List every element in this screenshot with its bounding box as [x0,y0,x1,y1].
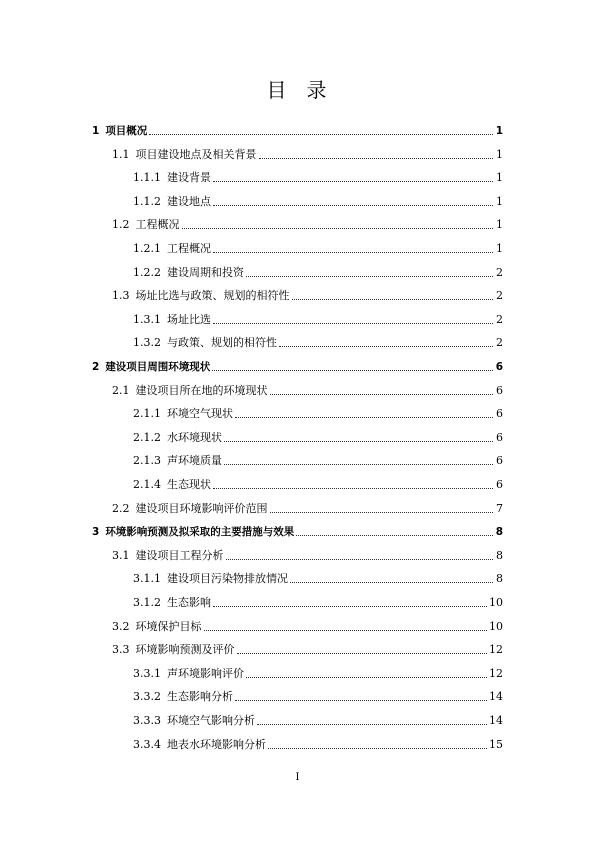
toc-entry[interactable] [133,260,503,280]
toc-entry-number: 3.3.1 [133,666,161,680]
toc-entry[interactable] [133,330,503,350]
toc-entry[interactable] [133,732,503,752]
toc-entry-page: 2 [496,312,503,326]
toc-entry-page: 12 [489,666,503,680]
toc-entry-text: 环境影响预测及评价 [135,643,235,657]
toc-dot-leader [292,299,494,300]
toc-entry-page: 8 [496,548,503,562]
toc-entry-text: 生态影响 [167,596,211,609]
toc-title-char-2: 录 [306,78,329,102]
toc-entry-number: 2.2 [112,501,130,515]
toc-entry[interactable] [112,283,503,303]
toc-entry[interactable] [133,401,503,421]
toc-entry-page: 6 [496,454,503,468]
toc-entry-page: 10 [489,619,503,633]
toc-entry-page: 6 [496,407,503,421]
toc-dot-leader [212,370,493,371]
toc-dot-leader [182,228,494,229]
toc-entry-number: 1.3.2 [133,336,161,350]
toc-dot-leader [257,724,487,725]
toc-entry-page: 6 [496,383,503,397]
toc-entry[interactable] [133,448,503,468]
toc-entry-text: 建设地点 [167,194,211,208]
toc-dot-leader [213,252,493,253]
toc-entry-number: 3.3.3 [133,714,161,727]
toc-dot-leader [270,512,494,513]
toc-entry-number: 3 [92,526,100,539]
toc-entry-number: 3.1 [112,548,130,562]
toc-entry-page: 15 [489,737,503,751]
toc-entry-text: 生态现状 [167,478,211,491]
toc-entry-text: 项目概况 [105,125,148,137]
toc-entry-number: 1.3 [112,289,130,303]
toc-entry[interactable] [112,378,503,398]
toc-entry[interactable] [92,354,503,374]
toc-entry-number: 1.2.1 [133,242,161,255]
toc-entry-number: 3.3.2 [133,690,161,704]
toc-dot-leader [246,276,493,277]
toc-entry-text: 建设项目污染物排放情况 [167,572,288,586]
toc-entry[interactable] [133,165,503,185]
toc-entry-page: 2 [496,289,503,303]
toc-entry-number: 3.1.2 [133,596,161,609]
toc-entry-text: 工程概况 [135,218,180,232]
toc-entry-number: 2.1.1 [133,407,161,421]
toc-entry-number: 1.2.2 [133,265,161,279]
toc-entry-number: 1.2 [112,218,130,232]
toc-entry-number: 3.3.4 [133,737,161,751]
toc-entry-text: 环境影响预测及拟采取的主要措施与效果 [105,526,295,539]
toc-entry[interactable] [133,425,503,445]
toc-entry-page: 1 [495,125,503,137]
toc-dot-leader [213,606,487,607]
toc-dot-leader [213,488,493,489]
toc-entry-number: 1.3.1 [133,312,161,326]
toc-entry-number: 2.1.2 [133,430,161,444]
toc-entry-number: 1.1 [112,147,130,161]
page-number: I [295,772,300,783]
toc-entry-text: 项目建设地点及相关背景 [135,147,257,161]
toc-entry-text: 建设项目所在地的环境现状 [135,383,268,397]
toc-entry-text: 声环境影响评价 [167,666,244,680]
toc-entry-number: 3.1.1 [133,572,161,586]
toc-entry-text: 环境保护目标 [135,619,202,633]
toc-title [0,74,595,103]
toc-entry-page: 6 [496,430,503,444]
toc-entry-page: 1 [496,147,503,161]
toc-dot-leader [279,346,493,347]
toc-entry[interactable] [133,472,503,492]
toc-entry-text: 建设项目周围环境现状 [105,361,211,373]
toc-entry-page: 1 [496,218,503,232]
toc-entry-text: 环境空气影响分析 [167,714,255,727]
toc-entry-page: 2 [496,265,503,279]
toc-entry[interactable] [112,212,503,232]
toc-entry-page: 6 [495,361,503,373]
toc-entry[interactable] [92,519,503,539]
toc-entry-page: 7 [496,501,503,515]
toc-entry[interactable] [112,543,503,563]
toc-entry[interactable] [133,684,503,704]
toc-entry[interactable] [133,708,503,728]
toc-entry-page: 14 [489,690,503,704]
toc-entry-page: 10 [489,596,503,609]
toc-entry[interactable] [133,189,503,209]
toc-entry-page: 8 [496,572,503,586]
toc-entry-text: 建设背景 [167,171,211,185]
toc-entry-number: 3.3 [112,643,130,657]
toc-entry-page: 2 [496,336,503,350]
toc-dot-leader [296,535,493,536]
toc-entry-page: 1 [496,171,503,185]
toc-entry-page: 6 [496,478,503,491]
toc-entry[interactable] [133,236,503,256]
toc-dot-leader [246,677,487,678]
toc-dot-leader [270,394,494,395]
toc-entry-text: 与政策、规划的相符性 [167,336,277,350]
toc-entry[interactable] [112,637,503,657]
toc-entry-number: 2.1.3 [133,454,161,468]
toc-dot-leader [149,134,493,135]
toc-dot-leader [213,181,493,182]
toc-entry-text: 建设项目工程分析 [135,548,224,562]
toc-entry[interactable] [112,496,503,516]
toc-dot-leader [235,417,493,418]
toc-entry-text: 环境空气现状 [167,407,233,421]
toc-entry[interactable] [133,307,503,327]
toc-entry-page: 12 [489,643,503,657]
toc-dot-leader [259,158,494,159]
toc-entry-text: 建设周期和投资 [167,265,244,279]
toc-entry-number: 1.1.2 [133,194,161,208]
toc-entry[interactable] [133,590,503,610]
toc-dot-leader [224,441,493,442]
toc-dot-leader [268,748,487,749]
toc-entry-text: 地表水环境影响分析 [167,737,266,751]
toc-entry-number: 3.2 [112,619,130,633]
toc-entry-text: 工程概况 [167,242,211,255]
toc-entry-text: 场址比选与政策、规划的相符性 [135,289,290,303]
toc-dot-leader [213,323,493,324]
toc-entry-page: 1 [496,194,503,208]
toc-dot-leader [224,464,493,465]
toc-entry-page: 14 [489,714,503,727]
toc-entry[interactable] [133,661,503,681]
toc-entry-number: 1 [92,125,100,137]
toc-dot-leader [226,559,494,560]
toc-dot-leader [204,630,488,631]
toc-dot-leader [213,205,493,206]
toc-entry-number: 2.1 [112,383,130,397]
toc-entry-text: 生态影响分析 [167,690,233,704]
toc-entry-text: 水环境现状 [167,430,222,444]
toc-entry-text: 建设项目环境影响评价范围 [135,501,268,515]
toc-title-char-1: 目 [266,78,289,102]
toc-dot-leader [237,653,488,654]
toc-dot-leader [290,582,493,583]
toc-entry-number: 2 [92,361,100,373]
toc-entry[interactable] [133,566,503,586]
toc-entry-text: 声环境质量 [167,454,222,468]
toc-entry-number: 2.1.4 [133,478,161,491]
toc-entry-number: 1.1.1 [133,171,161,185]
toc-dot-leader [235,700,487,701]
toc-entry[interactable] [112,142,503,162]
toc-entry-text: 场址比选 [167,312,211,326]
toc-entry-page: 1 [496,242,503,255]
toc-entry[interactable] [92,118,503,138]
toc-entry-page: 8 [495,526,503,539]
toc-entry[interactable] [112,614,503,634]
